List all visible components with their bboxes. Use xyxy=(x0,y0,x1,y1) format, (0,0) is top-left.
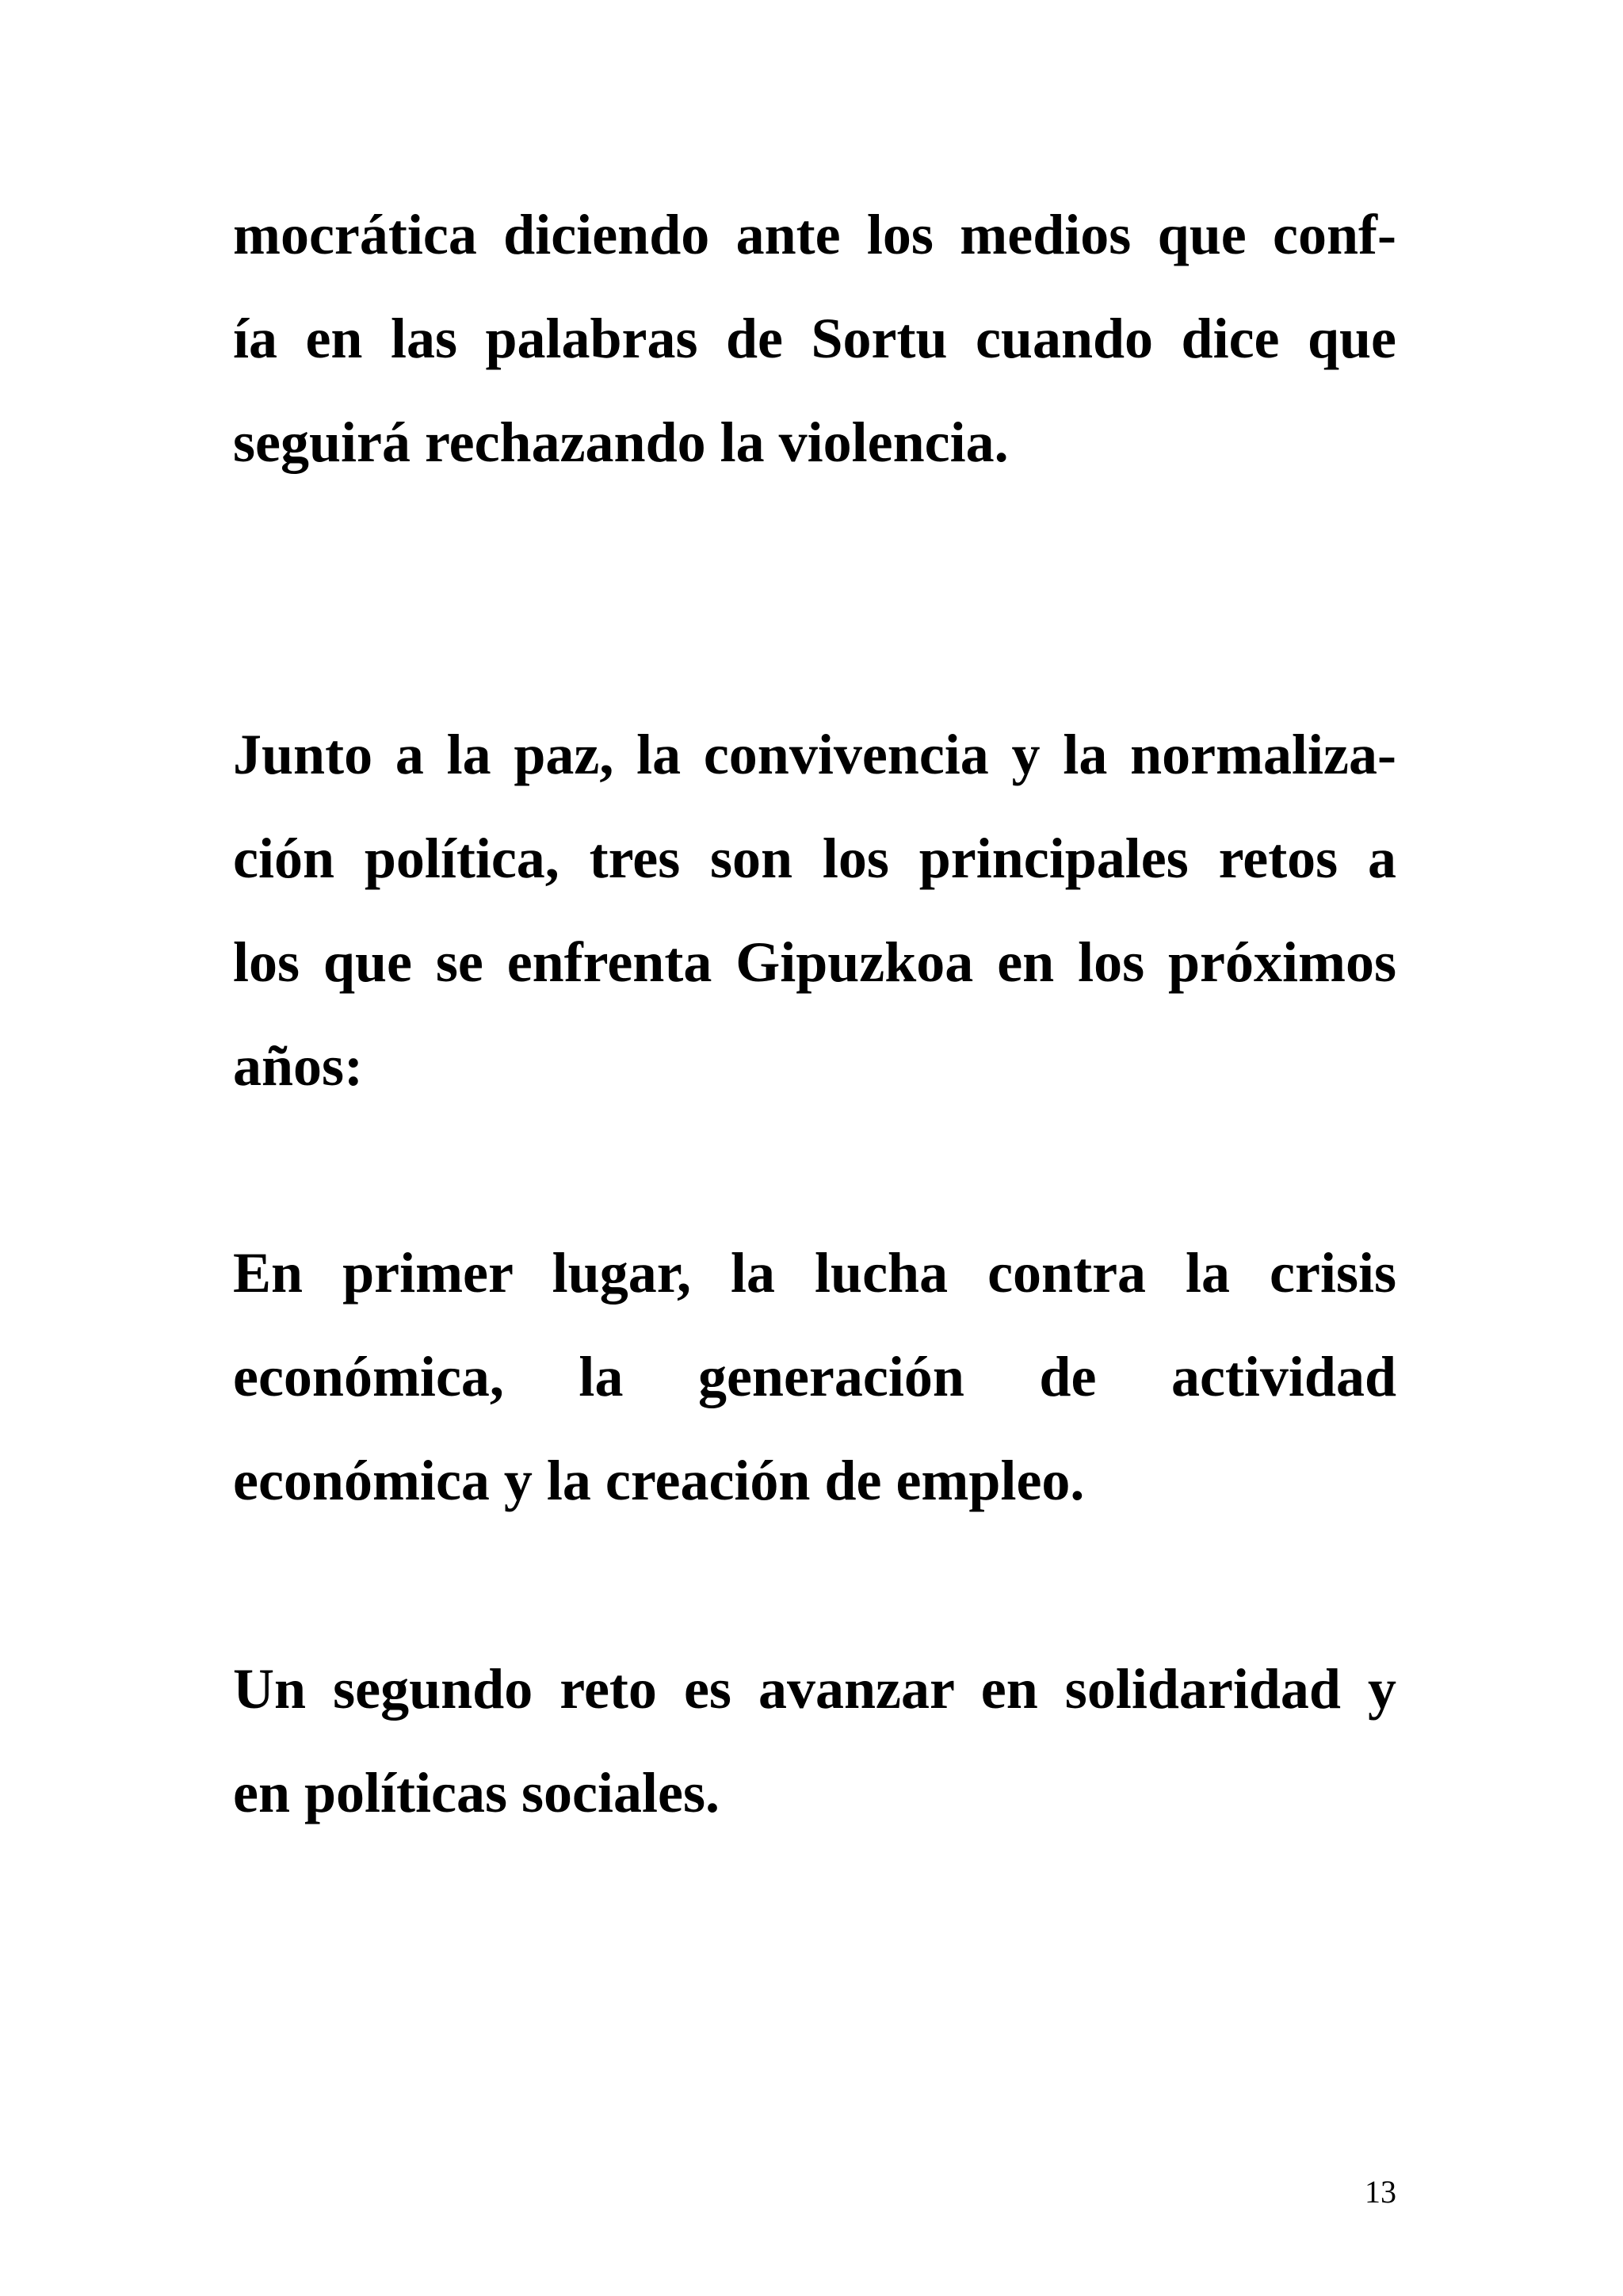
text-line: Junto a la paz, la convivencia y la normaliza- xyxy=(233,723,1396,786)
text-line: Un segundo reto es avanzar en solidaridad y xyxy=(233,1657,1396,1721)
text-line: ía en las palabras de Sortu cuando dice que xyxy=(233,307,1396,370)
paragraph-1 xyxy=(233,183,1396,495)
text-line: económica, la generación de actividad xyxy=(233,1345,1396,1408)
paragraph-3 xyxy=(233,1221,1396,1533)
text-line: económica y la creación de empleo. xyxy=(233,1449,1085,1512)
text-line: seguirá rechazando la violencia. xyxy=(233,411,1009,474)
text-line: los que se enfrenta Gipuzkoa en los próximos xyxy=(233,930,1396,994)
page-number: 13 xyxy=(1365,2174,1396,2210)
text-line: En primer lugar, la lucha contra la crisis xyxy=(233,1241,1396,1305)
text-line: años: xyxy=(233,1034,364,1098)
text-line: en políticas sociales. xyxy=(233,1761,720,1824)
text-line: ción política, tres son los principales retos a xyxy=(233,827,1396,890)
paragraph-4 xyxy=(233,1637,1396,1845)
paragraph-2 xyxy=(233,703,1396,1118)
text-line: mocrática diciendo ante los medios que conf- xyxy=(233,203,1396,266)
